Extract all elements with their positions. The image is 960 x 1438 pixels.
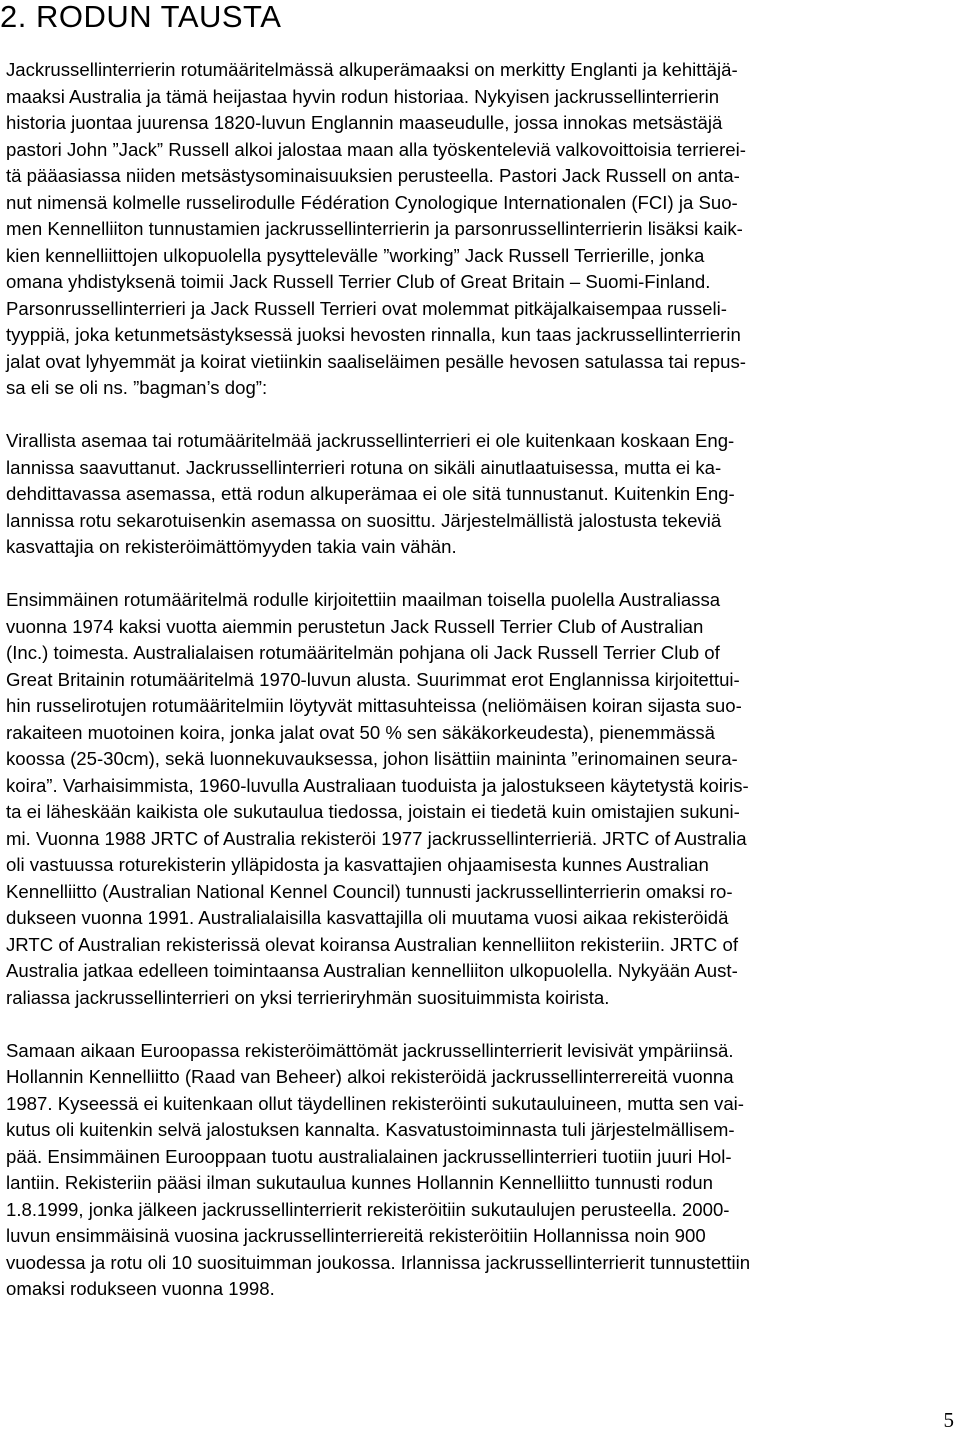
text-line: lannissa saavuttanut. Jackrussellinterrieri rotuna on sikäli ainutlaatuisessa, mutta ei ka-	[6, 456, 722, 478]
text-line: Samaan aikaan Euroopassa rekisteröimättömät jackrussellinterrierit levisivät ympäriinsä.	[6, 1039, 734, 1061]
text-line: Parsonrussellinterrieri ja Jack Russell Terrieri ovat molemmat pitkäjalkaisempaa russeli-	[6, 297, 727, 319]
text-line: Hollannin Kennelliitto (Raad van Beheer) alkoi rekisteröidä jackrussellinterrereitä vuonna	[6, 1066, 734, 1087]
paragraph-gap	[6, 1011, 954, 1038]
text-line: sa eli se oli ns. ”bagman’s dog”:	[6, 377, 268, 398]
paragraph	[6, 587, 954, 1011]
text-line: raliassa jackrussellinterrieri on yksi terrieriryhmän suosituimmista koirista.	[6, 986, 610, 1008]
text-line: pää. Ensimmäinen Eurooppaan tuotu australialainen jackrussellinterrieri tuotiin juuri Hol-	[6, 1145, 732, 1167]
text-line: pastori John ”Jack” Russell alkoi jalostaa maan alla työskenteleviä valkovoittoisia terrierei-	[6, 138, 746, 160]
text-line: JRTC of Australian rekisterissä olevat koiransa Australian kennelliiton rekisteriin. JRTC of	[6, 933, 739, 955]
section-heading: 2. RODUN TAUSTA	[0, 0, 282, 34]
text-line: lannissa rotu sekarotuisenkin asemassa on suosittu. Järjestelmällistä jalostusta tekeviä	[6, 509, 722, 531]
body-text	[6, 57, 954, 1303]
text-line: ta ei läheskään kaikista ole sukutaulua tiedossa, joistain ei tiedetä kuin omistajien sukuni-	[6, 801, 740, 822]
paragraph	[6, 1038, 954, 1303]
text-line: maaksi Australia ja tämä heijastaa hyvin rodun historiaa. Nykyisen jackrussellinterrierin	[6, 85, 720, 107]
text-line: vuonna 1974 kaksi vuotta aiemmin perustetun Jack Russell Terrier Club of Australian	[6, 615, 704, 637]
text-line: dehdittavassa asemassa, että rodun alkuperämaa ei ole sitä tunnustanut. Kuitenkin Eng-	[6, 483, 735, 504]
page-number: 5	[943, 1408, 954, 1432]
paragraph-gap	[6, 561, 954, 588]
text-line: nut nimensä kolmelle russelirodulle Fédération Cynologique Internationalen (FCI) ja Suo-	[6, 191, 738, 213]
text-line: oli vastuussa roturekisterin ylläpidosta ja kasvattajien ohjaamisesta kunnes Australian	[6, 854, 709, 875]
text-line: kutus oli kuitenkin selvä jalostuksen kannalta. Kasvatustoiminnasta tuli järjestelmällisem-	[6, 1119, 735, 1140]
text-line: men Kennelliiton tunnustamien jackrussellinterrierin ja parsonrussellinterrierin lisäksi kaik-	[6, 218, 743, 239]
text-line: koossa (25-30cm), sekä luonnekuvauksessa, johon lisättiin maininta ”erinomainen seura-	[6, 748, 738, 769]
text-line: Ensimmäinen rotumääritelmä rodulle kirjoitettiin maailman toisella puolella Australiassa	[6, 589, 721, 610]
text-line: hin russelirotujen rotumääritelmiin löytyvät mittasuhteissa (neliömäisen koiran sijasta suo-	[6, 695, 742, 716]
text-line: vuodessa ja rotu oli 10 suosituimman joukossa. Irlannissa jackrussellinterrierit tunnustettiin	[6, 1251, 751, 1273]
paragraph	[6, 57, 954, 402]
text-line: tä pääasiassa niiden metsästysominaisuuksien perusteella. Pastori Jack Russell on anta-	[6, 165, 740, 186]
text-line: omaksi rodukseen vuonna 1998.	[6, 1278, 275, 1299]
text-line: historia juontaa juurensa 1820-luvun Englannin maaseudulle, jossa innokas metsästäjä	[6, 112, 723, 133]
text-line: luvun ensimmäisinä vuosina jackrussellinterriereitä rekisteröitiin Hollannissa noin 900	[6, 1225, 706, 1246]
text-line: mi. Vuonna 1988 JRTC of Australia rekisteröi 1977 jackrussellinterrieriä. JRTC of Australia	[6, 827, 747, 849]
text-line: dukseen vuonna 1991. Australialaisilla kasvattajilla oli muutama vuosi aikaa rekisteröidä	[6, 907, 729, 928]
text-line: kasvattajia on rekisteröimättömyyden takia vain vähän.	[6, 536, 457, 557]
text-line: kien kennelliittojen ulkopuolella pysyttelevälle ”working” Jack Russell Terrierille, jonka	[6, 244, 705, 266]
text-line: Kennelliitto (Australian National Kennel Council) tunnusti jackrussellinterrierin omaksi ro-	[6, 880, 733, 902]
text-line: omana yhdistyksenä toimii Jack Russell Terrier Club of Great Britain – Suomi-Finland.	[6, 271, 711, 292]
text-line: (Inc.) toimesta. Australialaisen rotumääritelmän pohjana oli Jack Russell Terrier Club of	[6, 642, 720, 663]
text-line: Virallista asemaa tai rotumääritelmää jackrussellinterrieri ei ole kuitenkaan koskaan Eng-	[6, 430, 735, 451]
text-line: rakaiteen muotoinen koira, jonka jalat ovat 50 % sen säkäkorkeudesta), pienemmässä	[6, 721, 716, 743]
text-line: jalat ovat lyhyemmät ja koirat vietiinkin saaliseläimen pesälle hevosen satulassa tai repus-	[6, 350, 746, 372]
text-line: 1987. Kyseessä ei kuitenkaan ollut täydellinen rekisteröinti sukutauluineen, mutta sen vai-	[6, 1092, 744, 1114]
text-line: tyyppiä, joka ketunmetsästyksessä juoksi hevosten rinnalla, kun taas jackrussellinterrierin	[6, 324, 741, 345]
text-line: lantiin. Rekisteriin pääsi ilman sukutaulua kunnes Hollannin Kennelliitto tunnusti rodun	[6, 1172, 713, 1193]
text-line: 1.8.1999, jonka jälkeen jackrussellinterrierit rekisteröitiin sukutaulujen perusteella. 2000-	[6, 1198, 730, 1220]
text-line: Jackrussellinterrierin rotumääritelmässä alkuperämaaksi on merkitty Englanti ja kehittäjä-	[6, 59, 738, 80]
text-line: Australia jatkaa edelleen toimintaansa Australian kennelliiton ulkopuolella. Nykyään Aust-	[6, 960, 738, 981]
paragraph	[6, 428, 954, 561]
text-line: Great Britainin rotumääritelmä 1970-luvun alusta. Suurimmat erot Englannissa kirjoitettui-	[6, 668, 740, 690]
paragraph-gap	[6, 402, 954, 429]
text-line: koira”. Varhaisimmista, 1960-luvulla Australiaan tuoduista ja jalostukseen käytetystä koiris-	[6, 774, 749, 796]
